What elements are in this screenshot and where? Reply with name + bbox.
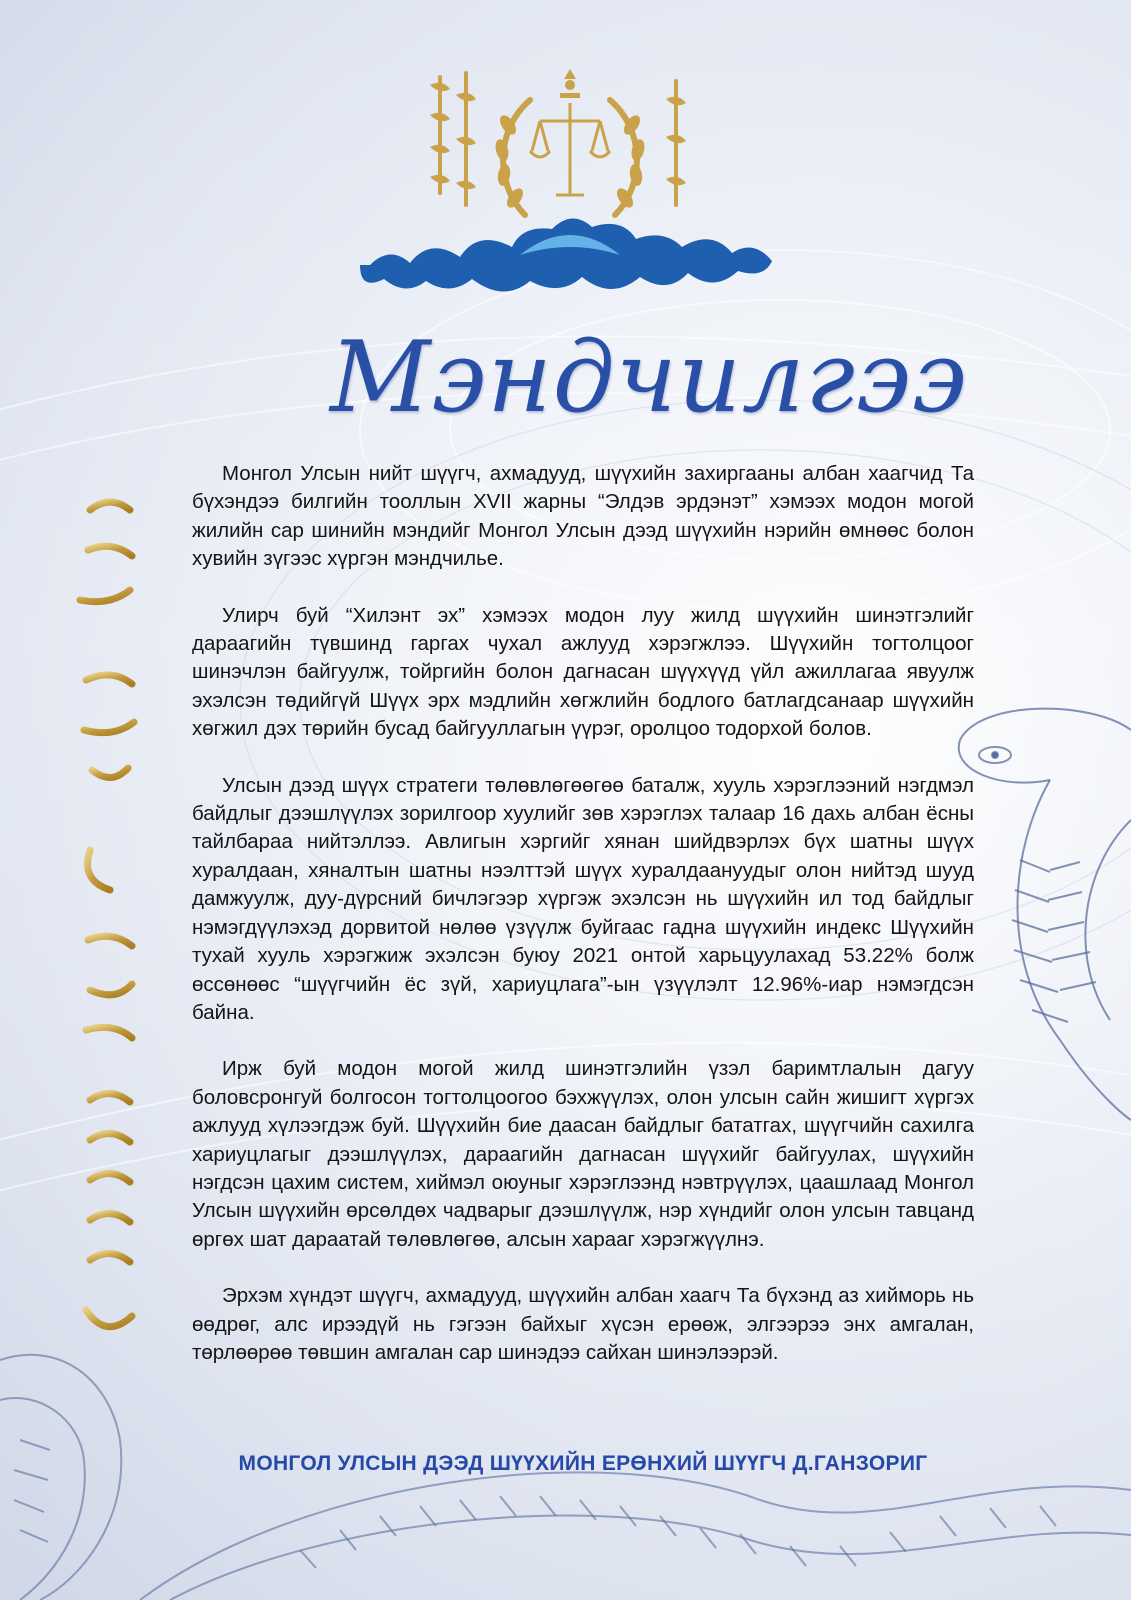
page-title: Мэндчилгээ <box>330 321 968 435</box>
paragraph-2: Улирч буй “Хилэнт эх” хэмээх модон луу жилд шүүхийн шинэтгэлийг дараагийн түвшинд гаргах чухал ажлууд хэрэгжлээ. Шүүхийн тогтолцоог шинэчлэн байгуулж, тойргийн болон дагнасан шүүхүүд үйл ажиллагаа явуулж эхэлсэн төдийгүй Шүүх эрх мэдлийн хөгжлийн бодлого батлагдсанаар шүүхийн хөгжил дэх төрийн бусад байгууллагын үүрэг, оролцоо тодорхой болов. <box>192 603 974 741</box>
paragraph-5: Эрхэм хүндэт шүүгч, ахмадууд, шүүхийн албан хаагч Та бүхэнд аз хийморь нь өөдрөг, алс ирээдүй нь гэгээн байхыг хүсэн ерөөж, элгээрээ энх амгалан, төрлөөрөө төвшин амгалан сар шинэдээ сайхан шинэлээрэй. <box>192 1284 974 1364</box>
mongolian-script-calligraphy <box>40 490 160 1360</box>
supreme-court-emblem-icon <box>360 55 780 315</box>
paragraph-1: Монгол Улсын нийт шүүгч, ахмадууд, шүүхийн захиргааны албан хаагчид Та бүхэндээ билгийн тооллын XVII жарны “Элдэв эрдэнэт” хэмээх модон могой жилийн сар шинийн мэндийг Монгол Улсын дээд шүүхийн нэрийн өмнөөс болон хувийн зүгээс хүргэн мэндчилье. <box>192 462 974 571</box>
paragraph-4: Ирж буй модон могой жилд шинэтгэлийн үзэл баримтлалын дагуу боловсронгуй болгосон тогтолцоогоо бэхжүүлэх, олон улсын сайн жишигт хүргэх ажлууд хүлээгдэж буй. Шүүхийн бие даасан байдлыг бататгах, шүүгчийн сахилга хариуцлагыг дээшлүүлэх, дараагийн дагнасан шүүхийг байгуулах, шүүхийн нэгдсэн цахим систем, хиймэл оюуныг хэрэглээнд нэвтрүүлэх, цаашлаад Монгол Улсын шүүхийн өрсөлдөх чадварыг дээшлүүлж, нэр хүндийг олон улсын тавцанд өргөх шат дараатай төлөвлөгөө, алсын харааг хэрэгжүүлнэ. <box>192 1057 974 1251</box>
paragraph-3: Улсын дээд шүүх стратеги төлөвлөгөөгөө баталж, хууль хэрэглээний нэгдмэл байдлыг дээшлүүлэх зорилгоор хуулийг зөв хэрэглэх талаар 16 дахь албан ёсны тайлбараа нийтэллээ. Авлигын хэргийг хянан шийдвэрлэх бүх шатны шүүх хуралдаан, хяналтын шатны нээлттэй шүүх хуралдаануудыг олон нийтэд шууд дамжуулж, дуу-дүрсний бичлэгээр хүргэж эхэлсэн нь шүүхийн ил тод байдлыг нэмэгдүүлэхэд дорвитой нөлөө үзүүлж буйгаас гадна шүүхийн индекс Шүүхийн тухай хууль хэрэгжиж эхэлсэн буюу 2021 онтой харьцуулахад 53.22% болж өссөнөөс “шүүгчийн ёс зүй, хариуцлага”-ын үзүүлэлт 12.96%-иар нэмэгдсэн байна. <box>192 773 974 1024</box>
signature: МОНГОЛ УЛСЫН ДЭЭД ШҮҮХИЙН ЕРӨНХИЙ ШҮҮГЧ Д.ГАНЗОРИГ <box>238 1452 928 1475</box>
greeting-body <box>192 460 974 1395</box>
snake-line-art-bottom <box>0 1320 1131 1600</box>
cloud-ornament-icon <box>360 218 772 291</box>
snake-line-art-right <box>940 700 1131 1400</box>
